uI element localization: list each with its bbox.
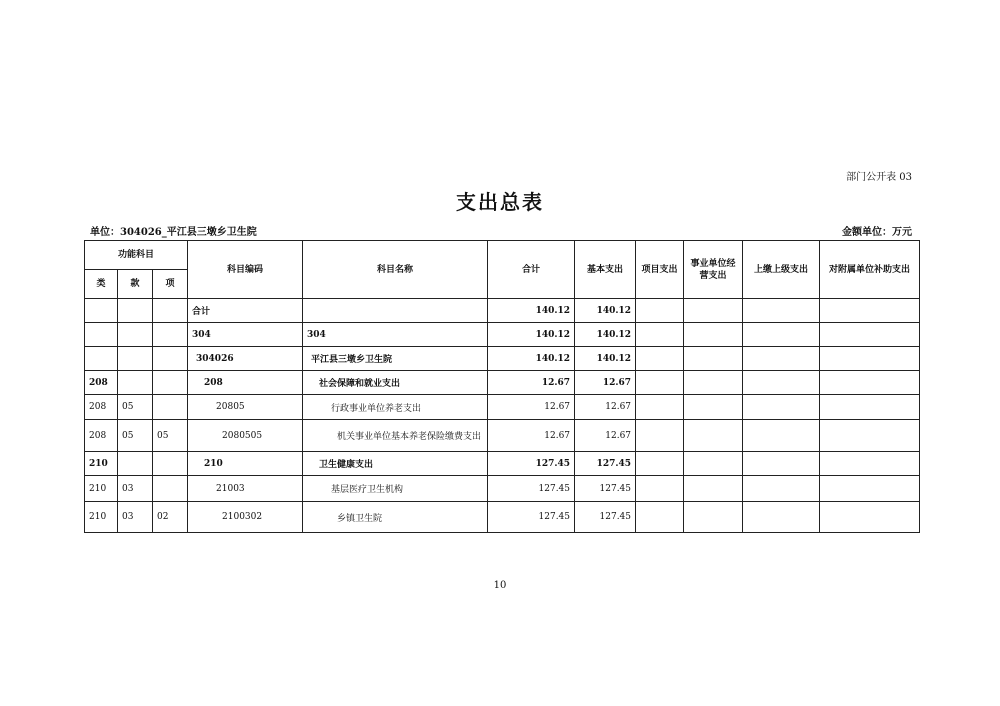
cell-lei: 208	[85, 395, 118, 420]
cell-total: 140.12	[488, 323, 575, 347]
cell-subject-code: 20805	[188, 395, 303, 420]
cell-upper	[743, 323, 820, 347]
cell-basic: 12.67	[575, 371, 636, 395]
cell-subject-name: 基层医疗卫生机构	[303, 476, 488, 502]
cell-xiang	[153, 452, 188, 476]
cell-subject-code: 2080505	[188, 420, 303, 452]
cell-business	[684, 452, 743, 476]
cell-kuan	[118, 347, 153, 371]
cell-kuan: 05	[118, 395, 153, 420]
cell-subject-name: 平江县三墩乡卫生院	[303, 347, 488, 371]
page-title: 支出总表	[456, 190, 544, 214]
header-xiang: 项	[153, 270, 188, 299]
cell-lei	[85, 323, 118, 347]
cell-upper	[743, 347, 820, 371]
header-subject-name: 科目名称	[303, 241, 488, 299]
reporting-unit: 单位：304026_平江县三墩乡卫生院	[90, 227, 257, 238]
cell-basic: 127.45	[575, 452, 636, 476]
cell-basic: 140.12	[575, 323, 636, 347]
header-upper: 上缴上级支出	[743, 241, 820, 299]
header-subject-code: 科目编码	[188, 241, 303, 299]
table-row	[85, 502, 920, 533]
header-total: 合计	[488, 241, 575, 299]
cell-subsidy	[820, 347, 920, 371]
cell-lei: 210	[85, 476, 118, 502]
cell-subject-code: 304026	[188, 347, 303, 371]
cell-business	[684, 323, 743, 347]
cell-business	[684, 420, 743, 452]
cell-upper	[743, 476, 820, 502]
cell-xiang	[153, 347, 188, 371]
cell-total: 127.45	[488, 476, 575, 502]
cell-subsidy	[820, 323, 920, 347]
cell-upper	[743, 371, 820, 395]
header-kuan: 款	[118, 270, 153, 299]
cell-xiang	[153, 395, 188, 420]
cell-subsidy	[820, 452, 920, 476]
header-lei: 类	[85, 270, 118, 299]
cell-project	[636, 476, 684, 502]
cell-business	[684, 299, 743, 323]
cell-subsidy	[820, 502, 920, 533]
cell-subject-name: 乡镇卫生院	[303, 502, 488, 533]
cell-total: 127.45	[488, 452, 575, 476]
cell-basic: 127.45	[575, 476, 636, 502]
table-row	[85, 452, 920, 476]
cell-subject-name: 行政事业单位养老支出	[303, 395, 488, 420]
cell-subject-name: 304	[303, 323, 488, 347]
cell-business	[684, 395, 743, 420]
cell-subject-name: 卫生健康支出	[303, 452, 488, 476]
cell-xiang	[153, 323, 188, 347]
cell-kuan	[118, 323, 153, 347]
expenditure-table	[84, 240, 920, 533]
header-basic: 基本支出	[575, 241, 636, 299]
cell-lei	[85, 347, 118, 371]
cell-total: 12.67	[488, 395, 575, 420]
cell-subject-name: 机关事业单位基本养老保险缴费支出	[303, 420, 488, 452]
cell-basic: 140.12	[575, 299, 636, 323]
cell-business	[684, 347, 743, 371]
table-row	[85, 347, 920, 371]
cell-subject-code: 2100302	[188, 502, 303, 533]
cell-subsidy	[820, 420, 920, 452]
table-row	[85, 299, 920, 323]
cell-project	[636, 299, 684, 323]
cell-kuan: 05	[118, 420, 153, 452]
cell-basic: 127.45	[575, 502, 636, 533]
cell-upper	[743, 420, 820, 452]
cell-subject-code: 合计	[188, 299, 303, 323]
cell-total: 12.67	[488, 420, 575, 452]
cell-lei: 208	[85, 371, 118, 395]
cell-xiang	[153, 299, 188, 323]
cell-project	[636, 371, 684, 395]
cell-basic: 12.67	[575, 395, 636, 420]
cell-kuan	[118, 299, 153, 323]
cell-total: 127.45	[488, 502, 575, 533]
cell-subject-code: 304	[188, 323, 303, 347]
cell-subsidy	[820, 395, 920, 420]
cell-kuan: 03	[118, 502, 153, 533]
cell-subject-name	[303, 299, 488, 323]
cell-total: 140.12	[488, 299, 575, 323]
cell-subsidy	[820, 299, 920, 323]
cell-xiang	[153, 371, 188, 395]
table-row	[85, 323, 920, 347]
header-business: 事业单位经营支出	[684, 241, 743, 299]
cell-project	[636, 452, 684, 476]
cell-basic: 140.12	[575, 347, 636, 371]
table-row	[85, 420, 920, 452]
cell-lei: 210	[85, 502, 118, 533]
cell-xiang	[153, 476, 188, 502]
cell-subsidy	[820, 371, 920, 395]
cell-lei	[85, 299, 118, 323]
cell-subject-name: 社会保障和就业支出	[303, 371, 488, 395]
table-row	[85, 371, 920, 395]
header-subsidy: 对附属单位补助支出	[820, 241, 920, 299]
header-function-subject: 功能科目	[85, 241, 188, 270]
table-row	[85, 395, 920, 420]
cell-basic: 12.67	[575, 420, 636, 452]
header-project: 项目支出	[636, 241, 684, 299]
cell-kuan: 03	[118, 476, 153, 502]
cell-business	[684, 502, 743, 533]
cell-lei: 210	[85, 452, 118, 476]
cell-xiang: 02	[153, 502, 188, 533]
cell-project	[636, 347, 684, 371]
cell-business	[684, 476, 743, 502]
cell-subject-code: 210	[188, 452, 303, 476]
cell-business	[684, 371, 743, 395]
cell-upper	[743, 452, 820, 476]
cell-kuan	[118, 452, 153, 476]
cell-project	[636, 420, 684, 452]
cell-upper	[743, 502, 820, 533]
page-number: 10	[493, 580, 507, 591]
cell-total: 140.12	[488, 347, 575, 371]
amount-unit: 金额单位：万元	[842, 227, 912, 238]
cell-kuan	[118, 371, 153, 395]
cell-subsidy	[820, 476, 920, 502]
cell-upper	[743, 299, 820, 323]
cell-subject-code: 208	[188, 371, 303, 395]
cell-subject-code: 21003	[188, 476, 303, 502]
cell-xiang: 05	[153, 420, 188, 452]
cell-lei: 208	[85, 420, 118, 452]
table-row	[85, 476, 920, 502]
cell-project	[636, 395, 684, 420]
cell-project	[636, 323, 684, 347]
cell-total: 12.67	[488, 371, 575, 395]
cell-upper	[743, 395, 820, 420]
form-number: 部门公开表 03	[846, 172, 912, 183]
cell-project	[636, 502, 684, 533]
